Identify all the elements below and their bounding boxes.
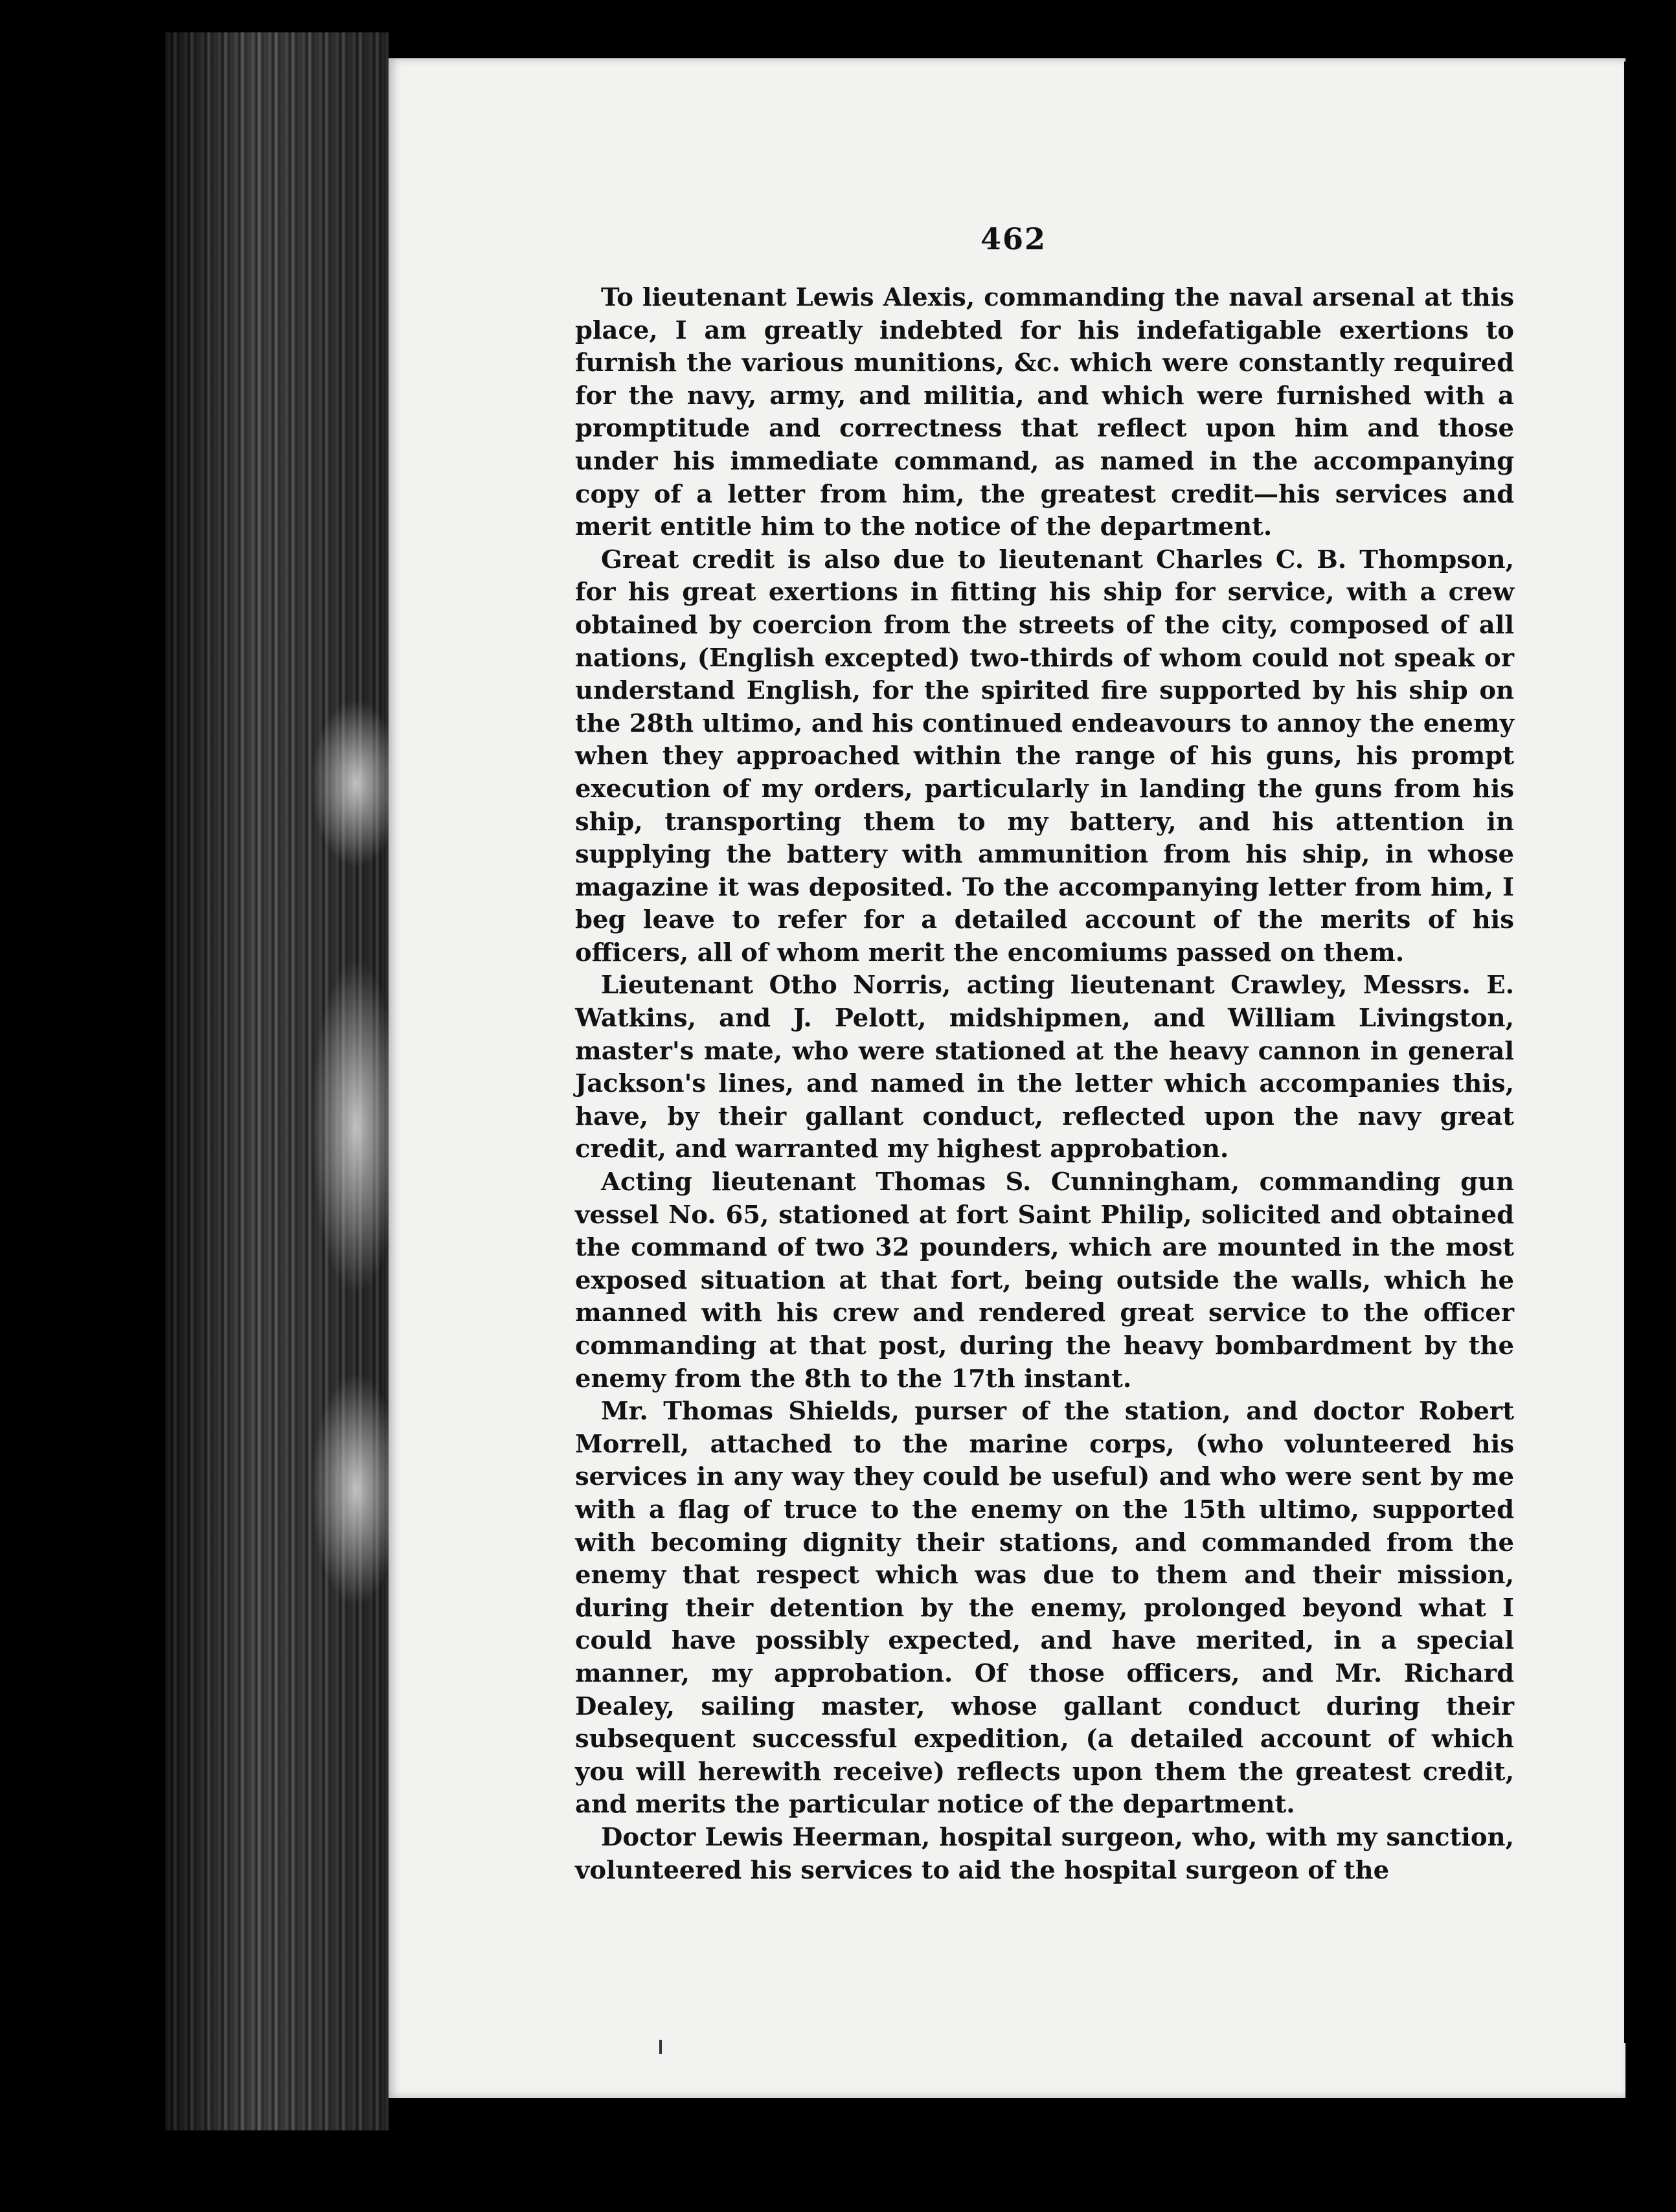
book-page	[389, 58, 1625, 2098]
paragraph: Doctor Lewis Heerman, hospital surgeon, who, with my sanction, volunteered his services to aid the hospital surgeon of the	[575, 1822, 1514, 1885]
body-text	[575, 282, 1514, 1887]
edge-smudge	[311, 699, 402, 868]
binding-shadow	[1624, 62, 1638, 2043]
paragraph: Mr. Thomas Shields, purser of the station, and doctor Robert Morrell, attached to the marine corps, (who volunteered his services in any way they could be useful) and who were sent by me with a flag of truce to the enemy on the 15th ultimo, supported with becoming dignity their stations, and commanded from the enemy that respect which was due to them and their mission, during their detention by the enemy, prolonged beyond what I could have possibly expected, and have merited, in a special manner, my approbation. Of those officers, and Mr. Richard Dealey, sailing master, whose gallant conduct during their subsequent successful expedition, (a detailed account of which you will herewith receive) reflects upon them the greatest credit, and merits the particular notice of the department.	[575, 1397, 1514, 1820]
page-number: 462	[980, 221, 1047, 256]
edge-smudge	[311, 958, 402, 1295]
paragraph: Acting lieutenant Thomas S. Cunningham, commanding gun vessel No. 65, stationed at fort Saint Philip, solicited and obtained the command of two 32 pounders, which are mounted in the most exposed situation at that fort, being outside the walls, which he manned with his crew and rendered great service to the officer commanding at that post, during the heavy bombardment by the enemy from the 8th to the 17th instant.	[575, 1168, 1514, 1394]
print-mark	[659, 2040, 662, 2054]
paragraph: Lieutenant Otho Norris, acting lieutenant Crawley, Messrs. E. Watkins, and J. Pelott, midshipmen, and William Livingston, master's mate, who were stationed at the heavy cannon in general Jackson's lines, and named in the letter which accompanies this, have, by their gallant conduct, reflected upon the navy great credit, and warranted my highest approbation.	[575, 971, 1514, 1164]
edge-smudge	[311, 1373, 402, 1606]
paragraph: Great credit is also due to lieutenant Charles C. B. Thompson, for his great exertions in fitting his ship for service, with a crew obtained by coercion from the streets of the city, composed of all nations, (English excepted) two-thirds of whom could not speak or understand English, for the spirited fire supported by his ship on the 28th ultimo, and his continued endeavours to annoy the enemy when they approached within the range of his guns, his prompt execution of my orders, particularly in landing the guns from his ship, transporting them to my battery, and his attention in supplying the battery with ammunition from his ship, in whose magazine it was deposited. To the accompanying letter from him, I beg leave to refer for a detailed account of the merits of his officers, all of whom merit the encomiums passed on them.	[575, 545, 1514, 967]
paragraph: To lieutenant Lewis Alexis, commanding the naval arsenal at this place, I am greatly indebted for his indefatigable exertions to furnish the various munitions, &c. which were constantly required for the navy, army, and militia, and which were furnished with a promptitude and correctness that reflect upon him and those under his immediate command, as named in the accompanying copy of a letter from him, the greatest credit—his services and merit entitle him to the notice of the department.	[575, 283, 1514, 542]
